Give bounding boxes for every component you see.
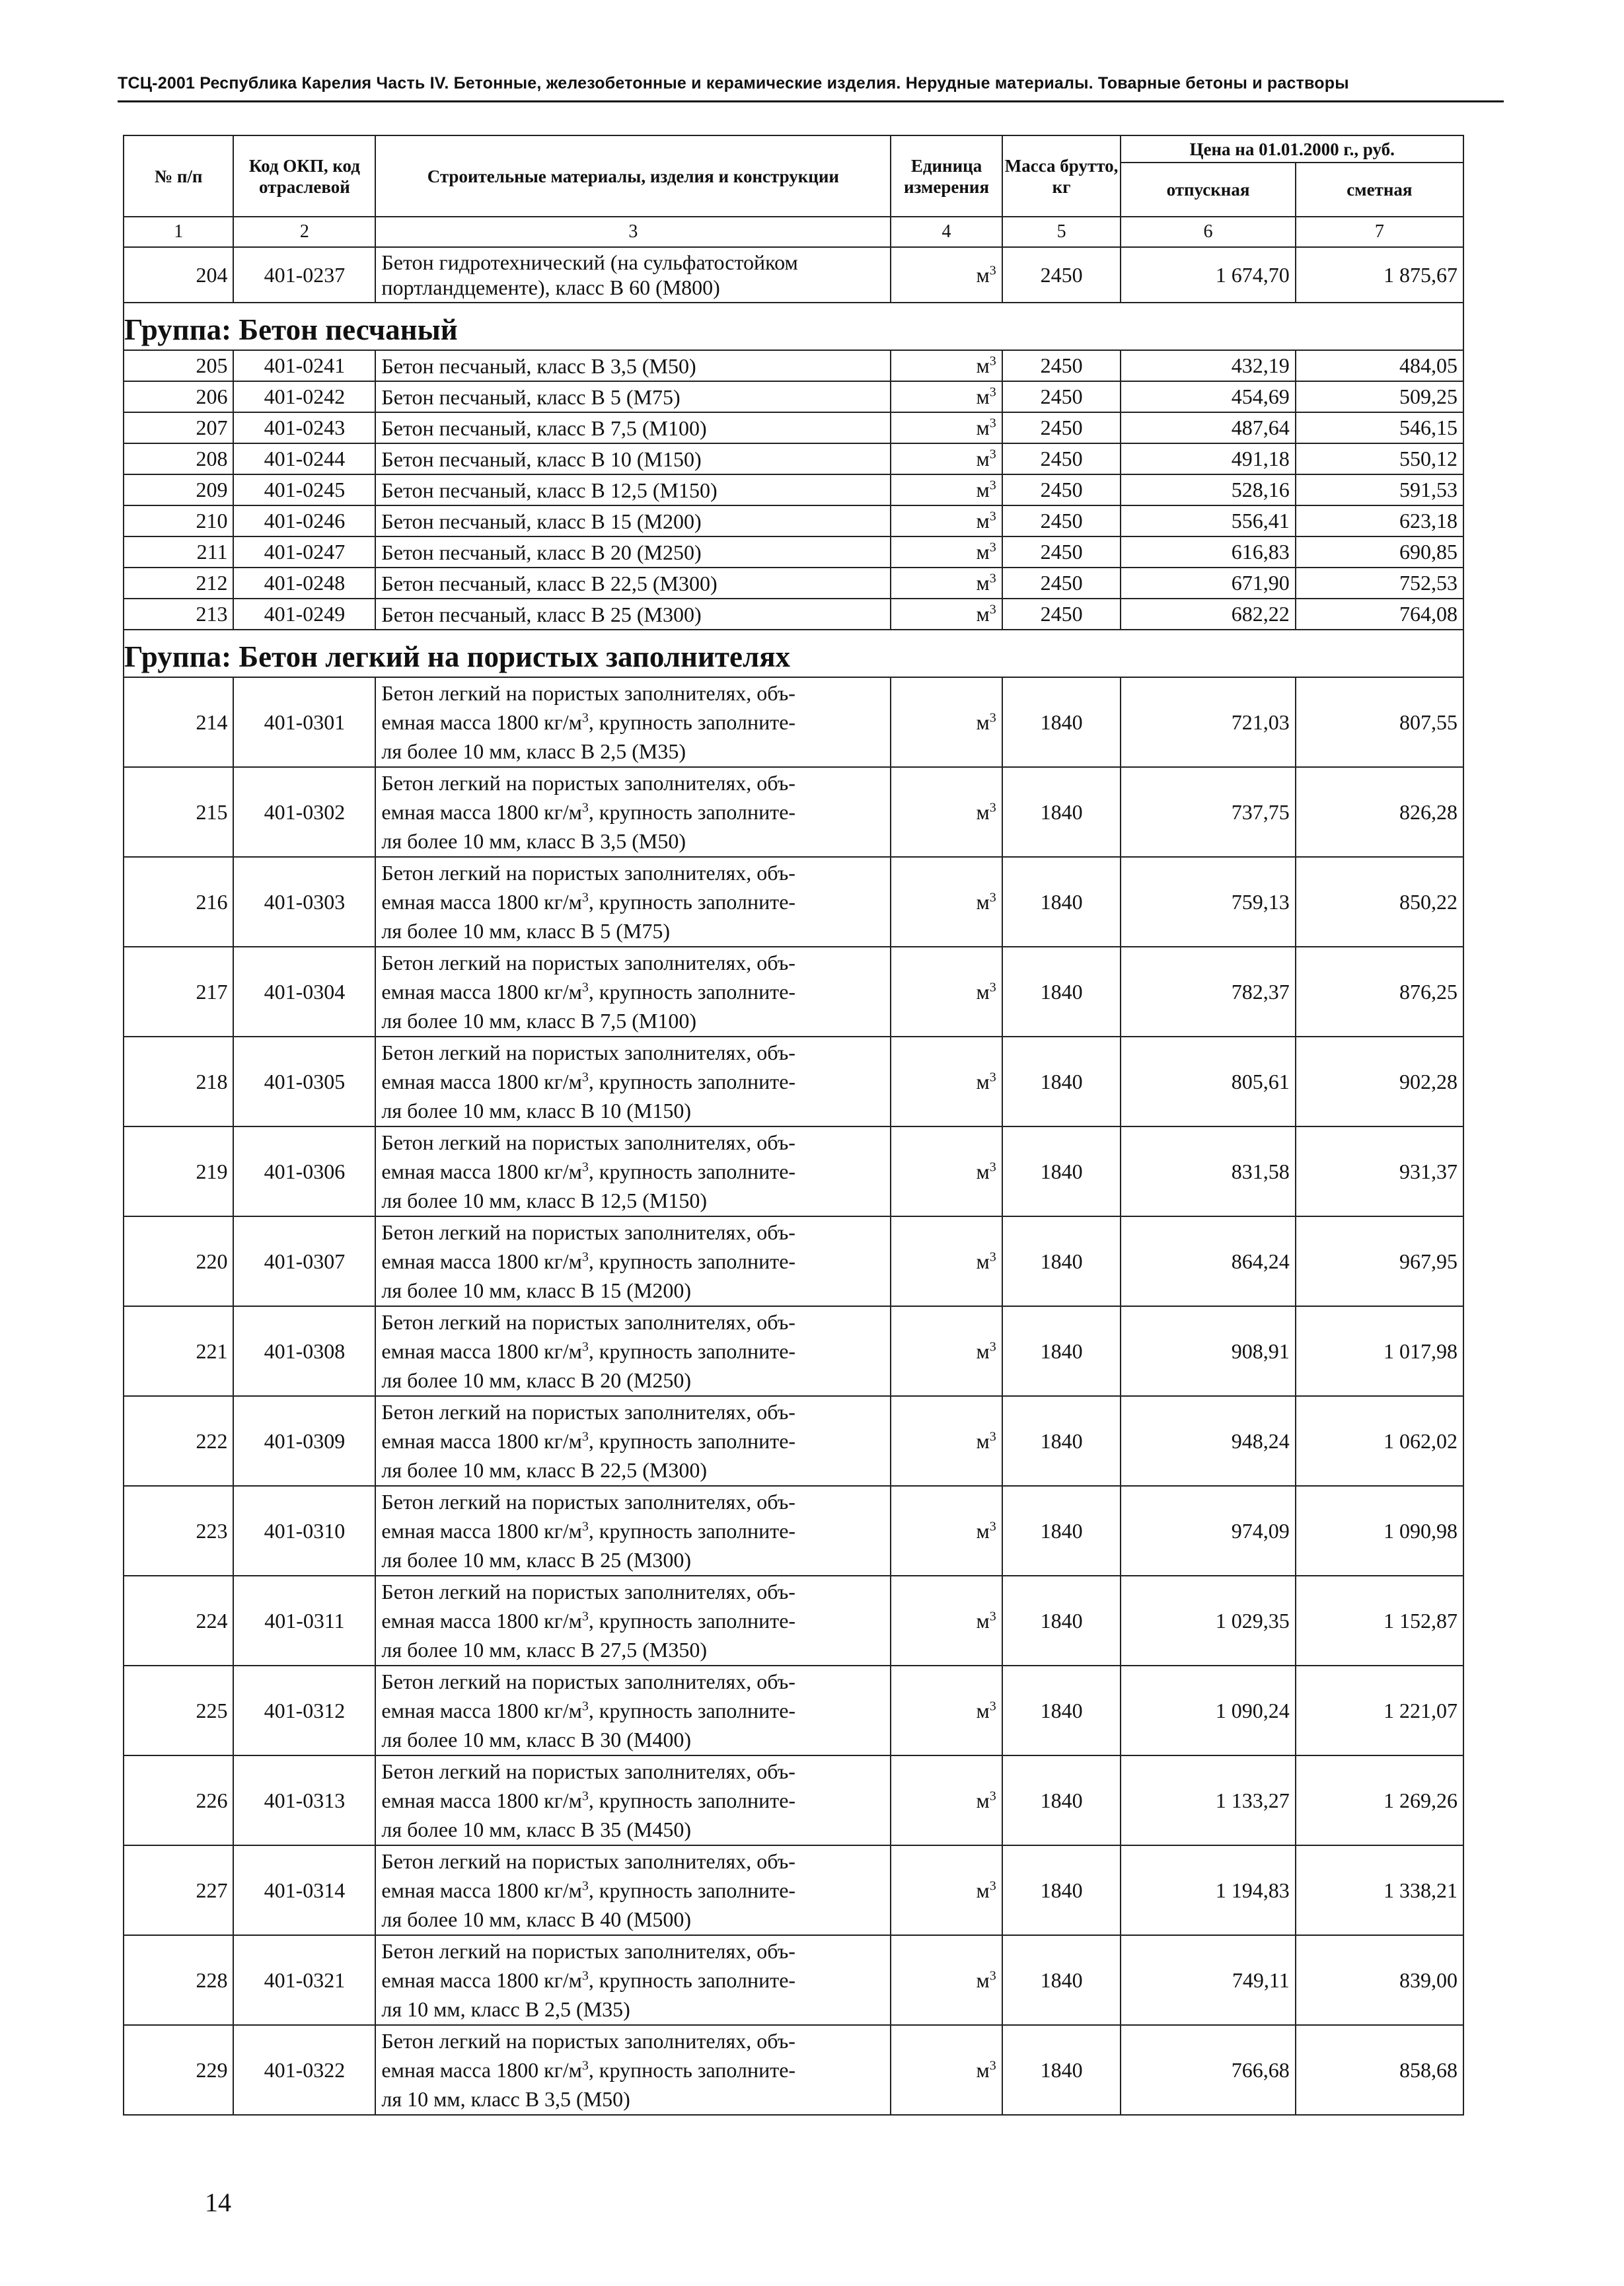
column-index-cell: 7 — [1296, 217, 1463, 247]
row-material: Бетон песчаный, класс В 3,5 (М50) — [375, 350, 891, 381]
table-row — [124, 1576, 1463, 1666]
row-material: Бетон легкий на пористых заполнителях, объ- емная масса 1800 $кг/м^3$, крупность заполните- ля более 10 мм, класс В 22,5 (М300) — [375, 1396, 891, 1486]
row-material: Бетон песчаный, класс В 22,5 (М300) — [375, 568, 891, 599]
row-mass: 1840 — [1002, 767, 1121, 857]
row-code: 401-0312 — [233, 1666, 375, 1755]
row-num: 213 — [124, 599, 233, 630]
table-row — [124, 1216, 1463, 1306]
row-unit: $м^3$ — [891, 1306, 1002, 1396]
row-num: 220 — [124, 1216, 233, 1306]
row-code: 401-0310 — [233, 1486, 375, 1576]
row-mass: 2450 — [1002, 568, 1121, 599]
row-num: 222 — [124, 1396, 233, 1486]
table-row — [124, 599, 1463, 630]
col-header-price-estimate: сметная — [1296, 163, 1463, 217]
row-unit: $м^3$ — [891, 474, 1002, 505]
col-header-material: Строительные материалы, изделия и конструкции — [375, 135, 891, 217]
row-mass: 2450 — [1002, 412, 1121, 443]
row-price-estimate: 931,37 — [1296, 1126, 1463, 1216]
row-unit: $м^3$ — [891, 1486, 1002, 1576]
row-code: 401-0303 — [233, 857, 375, 947]
header-rule — [118, 100, 1504, 102]
row-price-release: 974,09 — [1121, 1486, 1295, 1576]
row-unit: $м^3$ — [891, 1935, 1002, 2025]
row-unit: $м^3$ — [891, 947, 1002, 1037]
row-material: Бетон легкий на пористых заполнителях, объ- емная масса 1800 $кг/м^3$, крупность заполните- ля 10 мм, класс В 3,5 (М50) — [375, 2025, 891, 2115]
table-row — [124, 2025, 1463, 2115]
row-unit: $м^3$ — [891, 1037, 1002, 1126]
row-code: 401-0242 — [233, 381, 375, 412]
row-price-release: 831,58 — [1121, 1126, 1295, 1216]
group-row-sand — [124, 303, 1463, 350]
row-price-estimate: 826,28 — [1296, 767, 1463, 857]
row-price-release: 616,83 — [1121, 536, 1295, 568]
row-mass: 1840 — [1002, 1486, 1121, 1576]
col-header-num: № п/п — [124, 135, 233, 217]
row-mass: 2450 — [1002, 350, 1121, 381]
row-code: 401-0305 — [233, 1037, 375, 1126]
row-price-estimate: 858,68 — [1296, 2025, 1463, 2115]
row-price-release: 737,75 — [1121, 767, 1295, 857]
row-price-estimate: 807,55 — [1296, 677, 1463, 767]
row-code: 401-0249 — [233, 599, 375, 630]
row-num: 221 — [124, 1306, 233, 1396]
row-mass: 1840 — [1002, 1306, 1121, 1396]
table-row — [124, 505, 1463, 536]
row-num: 228 — [124, 1935, 233, 2025]
row-num: 211 — [124, 536, 233, 568]
row-unit: $м^3$ — [891, 443, 1002, 474]
col-header-code: Код ОКП, код отраслевой — [233, 135, 375, 217]
row-unit: $м^3$ — [891, 1126, 1002, 1216]
row-price-release: 805,61 — [1121, 1037, 1295, 1126]
row-price-release: 528,16 — [1121, 474, 1295, 505]
row-num: 226 — [124, 1755, 233, 1845]
row-num: 209 — [124, 474, 233, 505]
row-mass: 1840 — [1002, 1755, 1121, 1845]
table-row — [124, 767, 1463, 857]
row-unit: $м^3$ — [891, 1396, 1002, 1486]
group-title-light: Группа: Бетон легкий на пористых заполнителях — [124, 630, 1463, 677]
row-price-estimate: 1 017,98 — [1296, 1306, 1463, 1396]
row-price-estimate: 509,25 — [1296, 381, 1463, 412]
row-num: 224 — [124, 1576, 233, 1666]
group-title-sand: Группа: Бетон песчаный — [124, 303, 1463, 350]
row-unit: $м^3$ — [891, 568, 1002, 599]
row-price-release: 908,91 — [1121, 1306, 1295, 1396]
row-price-release: 749,11 — [1121, 1935, 1295, 2025]
running-header: ТСЦ-2001 Республика Карелия Часть IV. Бетонные, железобетонные и керамические изделия. Нерудные материалы. Товарные бетоны и растворы — [118, 74, 1349, 92]
row-price-estimate: 764,08 — [1296, 599, 1463, 630]
row-price-estimate: 876,25 — [1296, 947, 1463, 1037]
row-mass: 2450 — [1002, 536, 1121, 568]
row-material: Бетон легкий на пористых заполнителях, объ- емная масса 1800 $кг/м^3$, крупность заполните- ля более 10 мм, класс В 10 (М150) — [375, 1037, 891, 1126]
row-code: 401-0248 — [233, 568, 375, 599]
row-num: 214 — [124, 677, 233, 767]
row-mass: 1840 — [1002, 677, 1121, 767]
row-material: Бетон легкий на пористых заполнителях, объ- емная масса 1800 $кг/м^3$, крупность заполните- ля более 10 мм, класс В 40 (М500) — [375, 1845, 891, 1935]
row-num: 218 — [124, 1037, 233, 1126]
table-row — [124, 1666, 1463, 1755]
row-code: 401-0301 — [233, 677, 375, 767]
row-num: 205 — [124, 350, 233, 381]
row-price-release: 1 029,35 — [1121, 1576, 1295, 1666]
row-num: 223 — [124, 1486, 233, 1576]
row-unit: $м^3$ — [891, 1755, 1002, 1845]
row-code: 401-0321 — [233, 1935, 375, 2025]
row-code: 401-0246 — [233, 505, 375, 536]
row-mass: 2450 — [1002, 381, 1121, 412]
table-row — [124, 1486, 1463, 1576]
row-price-estimate: 1 152,87 — [1296, 1576, 1463, 1666]
row-material: Бетон гидротехнический (на сульфатостойком портландцементе), класс В 60 (М800) — [375, 247, 891, 303]
row-num: 216 — [124, 857, 233, 947]
table-row — [124, 412, 1463, 443]
row-num: 212 — [124, 568, 233, 599]
row-price-estimate: 484,05 — [1296, 350, 1463, 381]
row-num: 207 — [124, 412, 233, 443]
table-row — [124, 1755, 1463, 1845]
col-header-unit: Единица измерения — [891, 135, 1002, 217]
table-row — [124, 947, 1463, 1037]
row-price-release: 432,19 — [1121, 350, 1295, 381]
table-row — [124, 677, 1463, 767]
row-unit: $м^3$ — [891, 536, 1002, 568]
row-material: Бетон песчаный, класс В 20 (М250) — [375, 536, 891, 568]
row-price-estimate: 690,85 — [1296, 536, 1463, 568]
row-code: 401-0241 — [233, 350, 375, 381]
column-index-cell: 1 — [124, 217, 233, 247]
page-number: 14 — [205, 2188, 231, 2217]
table-row — [124, 381, 1463, 412]
row-code: 401-0307 — [233, 1216, 375, 1306]
row-code: 401-0304 — [233, 947, 375, 1037]
row-price-release: 487,64 — [1121, 412, 1295, 443]
row-code: 401-0311 — [233, 1576, 375, 1666]
row-price-release: 759,13 — [1121, 857, 1295, 947]
row-code: 401-0244 — [233, 443, 375, 474]
table-row — [124, 1845, 1463, 1935]
row-unit: $м^3$ — [891, 1666, 1002, 1755]
row-price-release: 671,90 — [1121, 568, 1295, 599]
row-price-release: 682,22 — [1121, 599, 1295, 630]
row-price-release: 948,24 — [1121, 1396, 1295, 1486]
table-row — [124, 443, 1463, 474]
row-mass: 1840 — [1002, 857, 1121, 947]
row-price-release: 1 194,83 — [1121, 1845, 1295, 1935]
row-price-estimate: 1 338,21 — [1296, 1845, 1463, 1935]
table-row — [124, 1037, 1463, 1126]
row-material: Бетон легкий на пористых заполнителях, объ- емная масса 1800 $кг/м^3$, крупность заполните- ля более 10 мм, класс В 15 (М200) — [375, 1216, 891, 1306]
row-mass: 2450 — [1002, 247, 1121, 303]
row-material: Бетон песчаный, класс В 12,5 (М150) — [375, 474, 891, 505]
row-price-estimate: 550,12 — [1296, 443, 1463, 474]
price-table — [123, 135, 1464, 2116]
row-unit: $м^3$ — [891, 677, 1002, 767]
column-index-row — [124, 217, 1463, 247]
table-row — [124, 1396, 1463, 1486]
row-price-estimate: 850,22 — [1296, 857, 1463, 947]
row-mass: 1840 — [1002, 1845, 1121, 1935]
row-code: 401-0313 — [233, 1755, 375, 1845]
row-material: Бетон песчаный, класс В 5 (М75) — [375, 381, 891, 412]
row-mass: 2450 — [1002, 505, 1121, 536]
group-row-light — [124, 630, 1463, 677]
row-code: 401-0237 — [233, 247, 375, 303]
row-mass: 1840 — [1002, 1216, 1121, 1306]
row-price-estimate: 1 221,07 — [1296, 1666, 1463, 1755]
row-unit: $м^3$ — [891, 381, 1002, 412]
row-material: Бетон песчаный, класс В 25 (М300) — [375, 599, 891, 630]
row-unit: $м^3$ — [891, 1845, 1002, 1935]
row-mass: 1840 — [1002, 1396, 1121, 1486]
row-material: Бетон песчаный, класс В 7,5 (М100) — [375, 412, 891, 443]
column-index-cell: 5 — [1002, 217, 1121, 247]
row-unit: $м^3$ — [891, 767, 1002, 857]
row-unit: $м^3$ — [891, 599, 1002, 630]
row-code: 401-0245 — [233, 474, 375, 505]
column-index-cell: 2 — [233, 217, 375, 247]
table-row — [124, 1306, 1463, 1396]
table-row — [124, 536, 1463, 568]
row-mass: 1840 — [1002, 1576, 1121, 1666]
row-price-estimate: 1 090,98 — [1296, 1486, 1463, 1576]
table-row — [124, 568, 1463, 599]
row-material: Бетон легкий на пористых заполнителях, объ- емная масса 1800 $кг/м^3$, крупность заполните- ля более 10 мм, класс В 27,5 (М350) — [375, 1576, 891, 1666]
row-price-estimate: 1 269,26 — [1296, 1755, 1463, 1845]
row-mass: 1840 — [1002, 947, 1121, 1037]
row-price-estimate: 623,18 — [1296, 505, 1463, 536]
table-row — [124, 350, 1463, 381]
row-price-release: 864,24 — [1121, 1216, 1295, 1306]
row-num: 227 — [124, 1845, 233, 1935]
table-row — [124, 857, 1463, 947]
row-price-release: 556,41 — [1121, 505, 1295, 536]
row-num: 204 — [124, 247, 233, 303]
col-header-price-release: отпускная — [1121, 163, 1295, 217]
row-material: Бетон легкий на пористых заполнителях, объ- емная масса 1800 $кг/м^3$, крупность заполните- ля более 10 мм, класс В 3,5 (М50) — [375, 767, 891, 857]
col-header-price-group: Цена на 01.01.2000 г., руб. — [1121, 135, 1463, 163]
row-material: Бетон легкий на пористых заполнителях, объ- емная масса 1800 $кг/м^3$, крупность заполните- ля более 10 мм, класс В 2,5 (М35) — [375, 677, 891, 767]
row-num: 219 — [124, 1126, 233, 1216]
row-price-release: 721,03 — [1121, 677, 1295, 767]
row-price-release: 454,69 — [1121, 381, 1295, 412]
row-num: 206 — [124, 381, 233, 412]
row-price-release: 766,68 — [1121, 2025, 1295, 2115]
row-material: Бетон легкий на пористых заполнителях, объ- емная масса 1800 $кг/м^3$, крупность заполните- ля более 10 мм, класс В 25 (М300) — [375, 1486, 891, 1576]
row-unit: $м^3$ — [891, 505, 1002, 536]
row-code: 401-0322 — [233, 2025, 375, 2115]
column-index-cell: 4 — [891, 217, 1002, 247]
row-unit: $м^3$ — [891, 1216, 1002, 1306]
table-row — [124, 247, 1463, 303]
row-code: 401-0306 — [233, 1126, 375, 1216]
row-price-estimate: 839,00 — [1296, 1935, 1463, 2025]
row-code: 401-0309 — [233, 1396, 375, 1486]
row-mass: 2450 — [1002, 599, 1121, 630]
row-material: Бетон легкий на пористых заполнителях, объ- емная масса 1800 $кг/м^3$, крупность заполните- ля более 10 мм, класс В 7,5 (М100) — [375, 947, 891, 1037]
row-material: Бетон песчаный, класс В 15 (М200) — [375, 505, 891, 536]
row-code: 401-0308 — [233, 1306, 375, 1396]
row-unit: $м^3$ — [891, 350, 1002, 381]
row-material: Бетон легкий на пористых заполнителях, объ- емная масса 1800 $кг/м^3$, крупность заполните- ля более 10 мм, класс В 20 (М250) — [375, 1306, 891, 1396]
row-unit: $м^3$ — [891, 1576, 1002, 1666]
row-price-estimate: 752,53 — [1296, 568, 1463, 599]
row-num: 229 — [124, 2025, 233, 2115]
row-mass: 2450 — [1002, 443, 1121, 474]
row-material: Бетон легкий на пористых заполнителях, объ- емная масса 1800 $кг/м^3$, крупность заполните- ля 10 мм, класс В 2,5 (М35) — [375, 1935, 891, 2025]
row-price-estimate: 1 062,02 — [1296, 1396, 1463, 1486]
row-material: Бетон легкий на пористых заполнителях, объ- емная масса 1800 $кг/м^3$, крупность заполните- ля более 10 мм, класс В 12,5 (М150) — [375, 1126, 891, 1216]
row-mass: 1840 — [1002, 1666, 1121, 1755]
col-header-mass: Масса брутто, кг — [1002, 135, 1121, 217]
row-price-estimate: 967,95 — [1296, 1216, 1463, 1306]
row-material: Бетон легкий на пористых заполнителях, объ- емная масса 1800 $кг/м^3$, крупность заполните- ля более 10 мм, класс В 30 (М400) — [375, 1666, 891, 1755]
row-mass: 1840 — [1002, 2025, 1121, 2115]
row-mass: 1840 — [1002, 1935, 1121, 2025]
row-price-release: 1 674,70 — [1121, 247, 1295, 303]
row-unit: $м^3$ — [891, 857, 1002, 947]
row-num: 210 — [124, 505, 233, 536]
row-price-release: 491,18 — [1121, 443, 1295, 474]
table-row — [124, 474, 1463, 505]
row-price-release: 782,37 — [1121, 947, 1295, 1037]
row-mass: 1840 — [1002, 1037, 1121, 1126]
row-material: Бетон легкий на пористых заполнителях, объ- емная масса 1800 $кг/м^3$, крупность заполните- ля более 10 мм, класс В 35 (М450) — [375, 1755, 891, 1845]
row-material: Бетон легкий на пористых заполнителях, объ- емная масса 1800 $кг/м^3$, крупность заполните- ля более 10 мм, класс В 5 (М75) — [375, 857, 891, 947]
row-price-estimate: 1 875,67 — [1296, 247, 1463, 303]
table-row — [124, 1935, 1463, 2025]
row-unit: $м^3$ — [891, 2025, 1002, 2115]
row-num: 208 — [124, 443, 233, 474]
table-row — [124, 1126, 1463, 1216]
row-num: 217 — [124, 947, 233, 1037]
row-price-estimate: 546,15 — [1296, 412, 1463, 443]
row-code: 401-0302 — [233, 767, 375, 857]
row-material: Бетон песчаный, класс В 10 (М150) — [375, 443, 891, 474]
row-unit: $м^3$ — [891, 412, 1002, 443]
row-price-estimate: 902,28 — [1296, 1037, 1463, 1126]
row-mass: 1840 — [1002, 1126, 1121, 1216]
row-unit: $м^3$ — [891, 247, 1002, 303]
row-price-release: 1 133,27 — [1121, 1755, 1295, 1845]
column-index-cell: 3 — [375, 217, 891, 247]
row-num: 215 — [124, 767, 233, 857]
column-index-cell: 6 — [1121, 217, 1295, 247]
row-num: 225 — [124, 1666, 233, 1755]
row-code: 401-0314 — [233, 1845, 375, 1935]
row-price-estimate: 591,53 — [1296, 474, 1463, 505]
row-mass: 2450 — [1002, 474, 1121, 505]
row-price-release: 1 090,24 — [1121, 1666, 1295, 1755]
row-code: 401-0243 — [233, 412, 375, 443]
row-code: 401-0247 — [233, 536, 375, 568]
